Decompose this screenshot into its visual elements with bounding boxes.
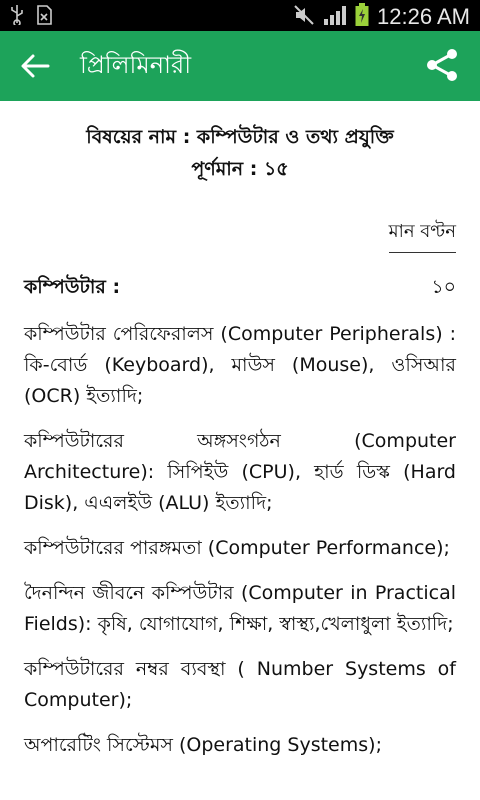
- section-heading-row: [24, 273, 456, 305]
- subject-line: বিষয়ের নাম : কম্পিউটার ও তথ্য প্রযুক্তি: [86, 126, 394, 148]
- syllabus-paragraph: কম্পিউটার পেরিফেরালস (Computer Peripherals) : কি-বোর্ড (Keyboard), মাউস (Mouse), ওসিআর (OCR) ইত্যাদি;: [24, 323, 456, 407]
- app-bar: [0, 31, 480, 101]
- marks-header-row: [24, 217, 456, 253]
- notification-icons: [10, 5, 52, 29]
- system-icons: [293, 3, 470, 31]
- mute-icon: [293, 4, 315, 30]
- share-button[interactable]: [424, 47, 460, 83]
- battery-charging-icon: [355, 3, 369, 31]
- page-title: প্রিলিমিনারী: [80, 51, 192, 79]
- document-header: [24, 121, 456, 185]
- syllabus-paragraph: কম্পিউটারের নম্বর ব্যবস্থা ( Number Systems of Computer);: [24, 658, 456, 711]
- marks-header: মান বণ্টন: [389, 217, 456, 253]
- sim-icon: [36, 5, 52, 29]
- status-bar: [0, 0, 480, 31]
- usb-icon: [10, 5, 24, 29]
- syllabus-paragraph: কম্পিউটারের অঙ্গসংগঠন (Computer Architecture): সিপিইউ (CPU), হার্ড ডিস্ক (Hard Disk), এএলইউ (ALU) ইত্যাদি;: [24, 430, 456, 514]
- signal-icon: [323, 4, 347, 30]
- back-button[interactable]: [20, 53, 50, 79]
- section-title: কম্পিউটার :: [24, 276, 121, 298]
- clock: 12:26 AM: [377, 4, 470, 29]
- syllabus-paragraph: কম্পিউটারের পারঙ্গমতা (Computer Performance);: [24, 537, 450, 559]
- share-icon: [424, 47, 460, 83]
- full-marks-line: পূর্ণমান : ১৫: [191, 158, 289, 180]
- syllabus-paragraph: দৈনন্দিন জীবনে কম্পিউটার (Computer in Practical Fields): কৃষি, যোগাযোগ, শিক্ষা, স্বাস্থ্য,খেলাধুলা ইত্যাদি;: [24, 582, 456, 635]
- document-content[interactable]: [24, 101, 456, 761]
- syllabus-paragraph: অপারেটিং সিস্টেমস (Operating Systems);: [24, 734, 382, 756]
- section-marks: ১০: [431, 276, 456, 298]
- arrow-left-icon: [20, 53, 50, 79]
